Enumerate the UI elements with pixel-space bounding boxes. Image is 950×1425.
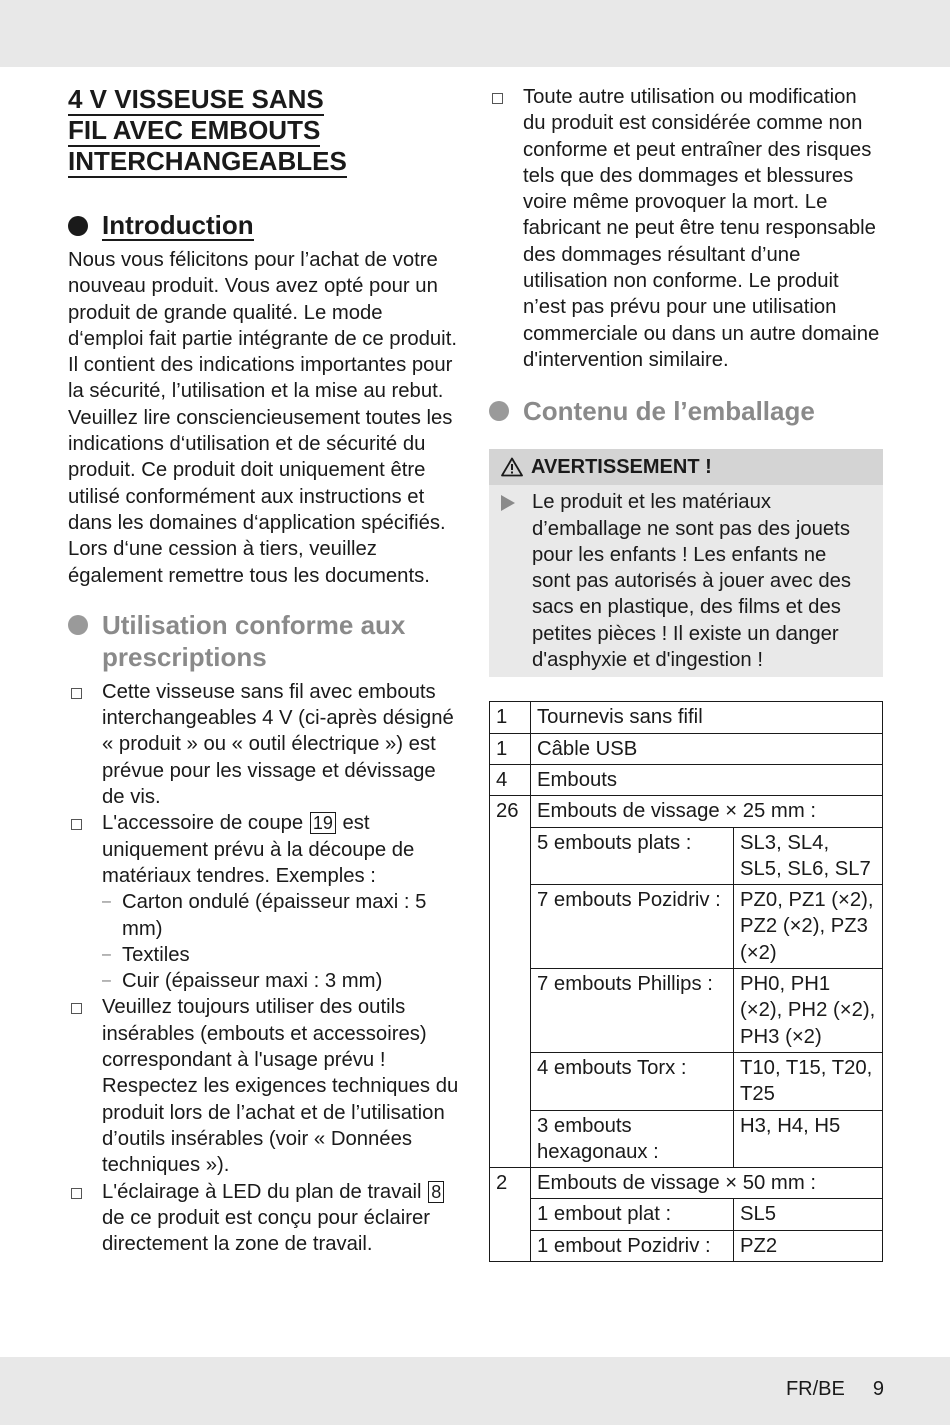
intro-heading-text: Introduction: [102, 210, 254, 240]
usage-item-2-text-end: est uniquement prévu à la découpe de matériaux tendres. Exemples :: [102, 812, 415, 887]
table-cell-bit-sizes: SL3, SL4, SL5, SL6, SL7: [734, 827, 883, 885]
table-row: [490, 885, 883, 969]
package-heading: [489, 395, 883, 427]
table-cell-bit-type: 4 embouts Torx :: [531, 1052, 734, 1110]
table-row: [490, 733, 883, 764]
table-cell-bit-type: 3 embouts hexagonaux :: [531, 1110, 734, 1168]
table-cell-qty: 1: [490, 733, 531, 764]
list-item: [489, 84, 883, 373]
table-row: [490, 1110, 883, 1168]
warning-triangle-icon: [501, 457, 523, 477]
table-cell-bit-sizes: PH0, PH1 (×2), PH2 (×2), PH3 (×2): [734, 969, 883, 1053]
example-2: Textiles: [122, 943, 190, 966]
list-item: [102, 942, 460, 968]
checkbox-square-icon: [492, 93, 503, 104]
table-cell-bit-type: 5 embouts plats :: [531, 827, 734, 885]
usage-item-1: Cette visseuse sans fil avec embouts interchangeables 4 V (ci-après désigné « produit » ou « outil électrique ») est prévue pour les vissage et dévissage de vis.: [102, 680, 454, 809]
right-column: [489, 84, 883, 1262]
table-cell-bit-type: 7 embouts Phillips :: [531, 969, 734, 1053]
table-row: [490, 1230, 883, 1261]
dash-icon: –: [102, 893, 111, 911]
warning-box: [489, 449, 883, 677]
warning-title: AVERTISSEMENT !: [531, 455, 712, 478]
title-line-1: 4 V VISSEUSE SANS: [68, 84, 324, 114]
table-row: [490, 1168, 883, 1199]
table-row: [490, 1052, 883, 1110]
checkbox-square-icon: [71, 1188, 82, 1199]
usage-item-5: Toute autre utilisation ou modification du produit est considérée comme non conforme et peut entraîner des risques tels que des dommages et blessures voire même provoquer la mort. Le fabricant ne peut être tenu responsable des dommages résultant d’une utilisation non conforme. Le produit n’est pas prévu pour une utilisation commerciale ou dans un autre domaine d'intervention similaire.: [523, 86, 880, 371]
title-line-2: FIL AVEC EMBOUTS: [68, 115, 321, 145]
warning-text: Le produit et les matériaux d’emballage ne sont pas des jouets pour les enfants ! Les enfants ne sont pas autorisés à jouer avec des sacs en plastique, des films et des petites pièces ! Il existe un danger d'asphyxie et d'ingestion !: [532, 491, 852, 672]
usage-item-3: Veuillez toujours utiliser des outils insérables (embouts et accessoires) correspondant à l'usage prévu ! Respectez les exigences techniques du produit lors de l’achat et de l’utilisation d’outils insérables (voir « Données techniques »).: [102, 996, 459, 1177]
list-item: [102, 968, 460, 994]
table-cell-qty: 26: [490, 796, 531, 1168]
dash-icon: –: [102, 972, 111, 990]
table-cell-bit-sizes: PZ0, PZ1 (×2), PZ2 (×2), PZ3 (×2): [734, 885, 883, 969]
table-cell-bit-sizes: T10, T15, T20, T25: [734, 1052, 883, 1110]
document-title: [68, 84, 460, 177]
page-footer: [758, 1378, 884, 1401]
usage-heading-line-2: prescriptions: [102, 641, 267, 672]
table-cell-bit-type: 1 embout plat :: [531, 1199, 734, 1230]
table-cell-bit-type: 1 embout Pozidriv :: [531, 1230, 734, 1261]
bullet-dot-icon: [68, 615, 88, 635]
table-cell-bit-sizes: SL5: [734, 1199, 883, 1230]
example-1: Carton ondulé (épaisseur maxi : 5 mm): [122, 891, 427, 940]
usage-heading: [68, 609, 460, 673]
reference-number-badge: 19: [310, 812, 336, 834]
top-margin-bar: [0, 0, 950, 67]
play-arrow-icon: [501, 495, 515, 511]
usage-item-4-text-end: de ce produit est conçu pour éclairer directement la zone de travail.: [102, 1206, 431, 1256]
table-cell-item: Embouts de vissage × 25 mm :: [531, 796, 883, 827]
package-contents-table: [489, 701, 883, 1262]
footer-language: FR/BE: [785, 1378, 845, 1400]
usage-item-2-text: L'accessoire de coupe: [102, 812, 304, 835]
checkbox-square-icon: [71, 688, 82, 699]
list-item: [102, 889, 460, 942]
intro-heading: [68, 211, 460, 241]
warning-body: [489, 485, 883, 677]
list-item: [68, 810, 460, 994]
intro-paragraph: Nous vous félicitons pour l’achat de votre nouveau produit. Vous avez opté pour un produit de grande qualité. Le mode d‘emploi fait partie intégrante de ce produit. Il contient des indications importantes pour la sécurité, l’utilisation et la mise au rebut. Veuillez lire consciencieusement toutes les indications d‘utilisation et de sécurité du produit. Ce produit doit uniquement être utilisé conformément aux instructions et dans les domaines d‘application spécifiés. Lors d‘une cession à tiers, veuillez également remettre tous les documents.: [68, 249, 457, 587]
bullet-dot-icon: [489, 401, 509, 421]
table-row: [490, 702, 883, 733]
table-cell-item: Embouts de vissage × 50 mm :: [531, 1168, 883, 1199]
table-cell-bit-sizes: PZ2: [734, 1230, 883, 1261]
table-cell-qty: 2: [490, 1168, 531, 1262]
table-cell-item: Câble USB: [531, 733, 883, 764]
list-item: [68, 1179, 460, 1258]
list-item: [68, 679, 460, 810]
usage-item-4-text: L'éclairage à LED du plan de travail: [102, 1180, 422, 1203]
reference-number-badge: 8: [428, 1181, 444, 1203]
table-cell-item: Embouts: [531, 764, 883, 795]
table-cell-qty: 1: [490, 702, 531, 733]
usage-heading-line-1: Utilisation conforme aux: [102, 609, 406, 640]
table-row: [490, 969, 883, 1053]
bullet-dot-icon: [68, 216, 88, 236]
table-cell-bit-type: 7 embouts Pozidriv :: [531, 885, 734, 969]
usage-heading-text: [102, 609, 405, 673]
list-item: [68, 994, 460, 1178]
table-row: [490, 1199, 883, 1230]
dash-icon: –: [102, 945, 111, 963]
table-row: [490, 827, 883, 885]
table-cell-item: Tournevis sans fifil: [531, 702, 883, 733]
table-row: [490, 764, 883, 795]
package-heading-text: Contenu de l’emballage: [523, 396, 815, 427]
checkbox-square-icon: [71, 1003, 82, 1014]
table-cell-bit-sizes: H3, H4, H5: [734, 1110, 883, 1168]
examples-list: [102, 889, 460, 994]
table-row: [490, 796, 883, 827]
usage-list-continued: [489, 84, 883, 373]
usage-list: [68, 679, 460, 1258]
warning-header: [489, 449, 883, 485]
title-line-3: INTERCHANGEABLES: [68, 146, 347, 176]
page-number: 9: [872, 1378, 884, 1400]
example-3: Cuir (épaisseur maxi : 3 mm): [122, 970, 383, 993]
checkbox-square-icon: [71, 819, 82, 830]
left-column: [68, 84, 460, 1257]
table-cell-qty: 4: [490, 764, 531, 795]
